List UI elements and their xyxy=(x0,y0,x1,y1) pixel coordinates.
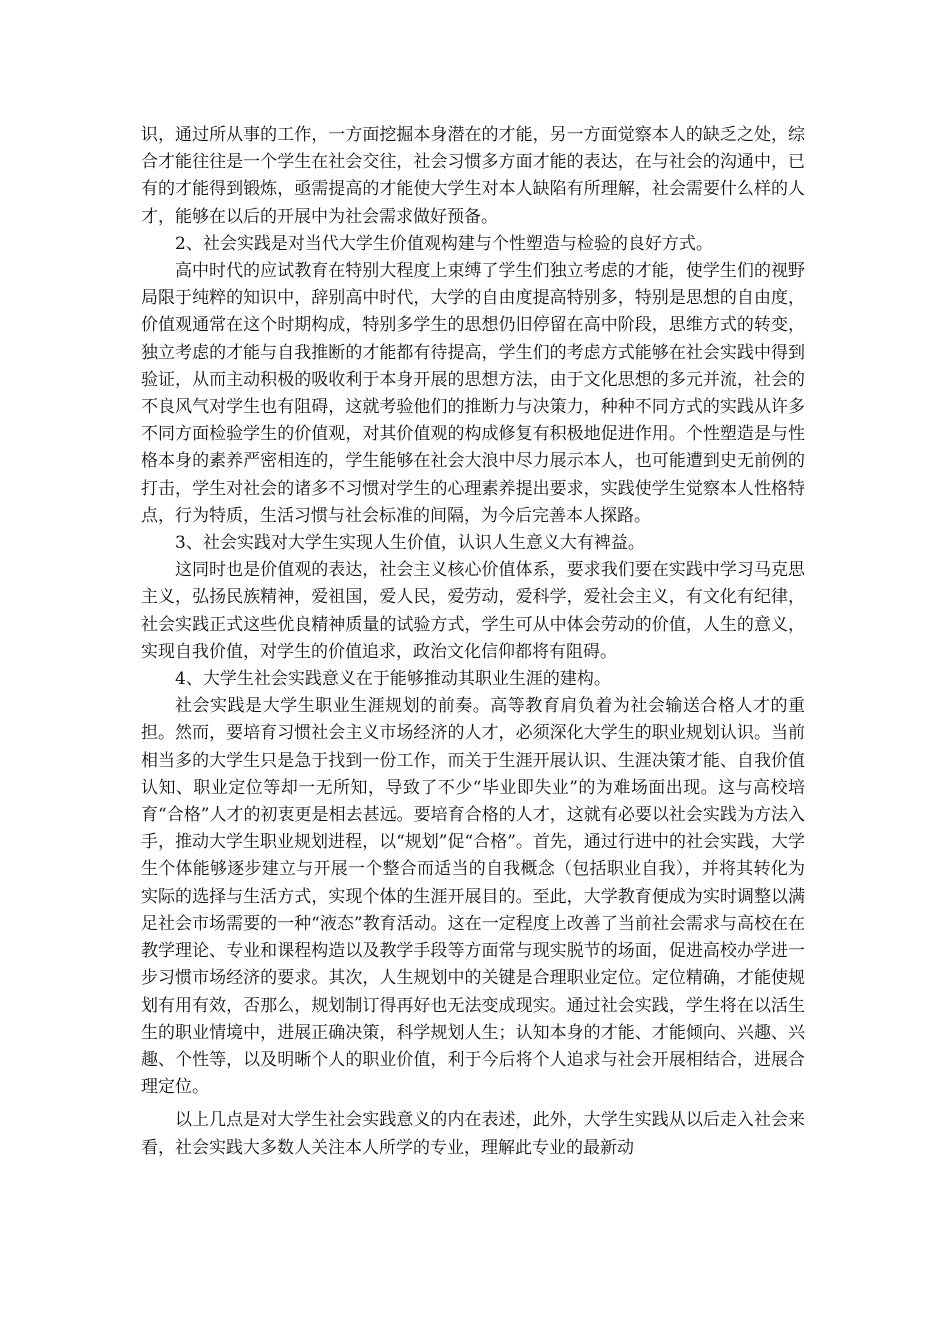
paragraph-career-construction: 社会实践是大学生职业生涯规划的前奏。高等教育肩负着为社会输送合格人才的重担。然而，要培育习惯社会主义市场经济的人才，必须深化大学生的职业规划认识。当前相当多的大学生只是急于找到一份工作，而关于生涯开展认识、生涯决策才能、自我价值认知、职业定位等却一无所知，导致了不少“毕业即失业”的为难场面出现。这与高校培育“合格”人才的初衷更是相去甚远。要培育合格的人才，这就有必要以社会实践为方法入手，推动大学生职业规划进程，以“规划”促“合格”。首先，通过行进中的社会实践，大学生个体能够逐步建立与开展一个整合而适当的自我概念（包括职业自我），并将其转化为实际的选择与生活方式，实现个体的生涯开展目的。至此，大学教育便成为实时调整以满足社会市场需要的一种“液态”教育活动。这在一定程度上改善了当前社会需求与高校在在教学理论、专业和课程构造以及教学手段等方面常与现实脱节的场面，促进高校办学进一步习惯市场经济的要求。其次，人生规划中的关键是合理职业定位。定位精确，才能使规划有用有效，否那么，规划制订得再好也无法变成现实。通过社会实践，学生将在以活生生的职业情境中，进展正确决策，科学规划人生；认知本身的才能、才能倾向、兴趣、兴趣、个性等，以及明晰个人的职业价值，利于今后将个人追求与社会开展相结合，进展合理定位。 xyxy=(141,696,805,1098)
heading-life-value: 3、社会实践对大学生实现人生价值，认识人生意义大有裨益。 xyxy=(175,533,645,554)
paragraph-life-value: 这同时也是价值观的表达，社会主义核心价值体系，要求我们要在实践中学习马克思主义，弘扬民族精神，爱祖国，爱人民，爱劳动，爱科学，爱社会主义，有文化有纪律，社会实践正式这些优良精神质量的试验方式，学生可从中体会劳动的价值，人生的意义，实现自我价值，对学生的价值追求，政治文化信仰都将有阻碍。 xyxy=(141,560,805,662)
heading-career-construction: 4、大学生社会实践意义在于能够推动其职业生涯的建构。 xyxy=(175,669,611,690)
heading-values-and-personality: 2、社会实践是对当代大学生价值观构建与个性塑造与检验的良好方式。 xyxy=(175,233,713,254)
document-page xyxy=(141,122,805,1162)
paragraph-summary: 以上几点是对大学生社会实践意义的内在表述，此外，大学生实践从以后走入社会来看，社会实践大多数人关注本人所学的专业，理解此专业的最新动 xyxy=(141,1110,805,1158)
paragraph-values-and-personality: 高中时代的应试教育在特别大程度上束缚了学生们独立考虑的才能，使学生们的视野局限于纯粹的知识中，辞别高中时代，大学的自由度提高特别多，特别是思想的自由度，价值观通常在这个时期构成，特别多学生的思想仍旧停留在高中阶段，思维方式的转变，独立考虑的才能与自我推断的才能都有待提高，学生们的考虑方式能够在社会实践中得到验证，从而主动积极的吸收利于本身开展的思想方法，由于文化思想的多元并流，社会的不良风气对学生也有阻碍，这就考验他们的推断力与决策力，种种不同方式的实践从许多不同方面检验学生的价值观，对其价值观的构成修复有积极地促进作用。个性塑造是与性格本身的素养严密相连的，学生能够在社会大浪中尽力展示本人，也可能遭到史无前例的打击，学生对社会的诸多不习惯对学生的心理素养提出要求，实践使学生觉察本人性格特点，行为特质，生活习惯与社会标准的间隔，为今后完善本人探路。 xyxy=(141,261,805,526)
paragraph-career-skills-continuation: 识，通过所从事的工作，一方面挖掘本身潜在的才能，另一方面觉察本人的缺乏之处，综合才能往往是一个学生在社会交往，社会习惯多方面才能的表达，在与社会的沟通中，已有的才能得到锻炼，亟需提高的才能使大学生对本人缺陷有所理解，社会需要什么样的人才，能够在以后的开展中为社会需求做好预备。 xyxy=(141,125,805,227)
